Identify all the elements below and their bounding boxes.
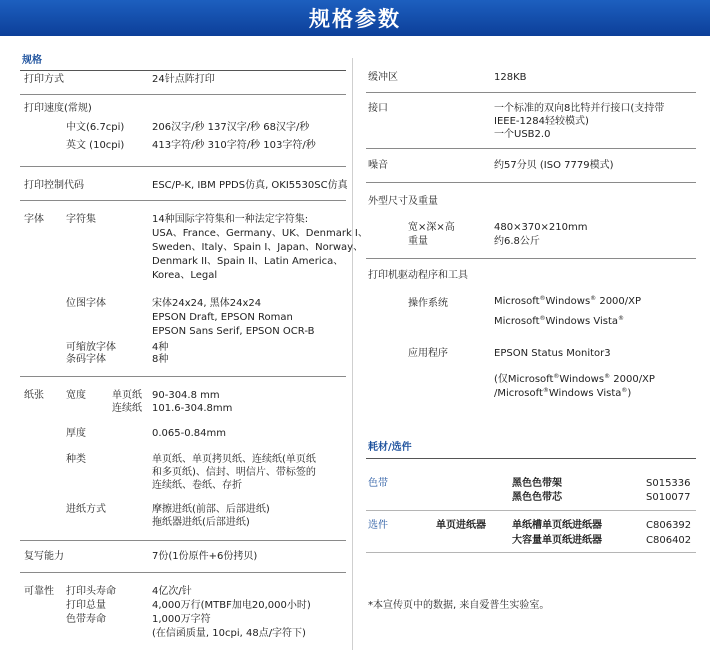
ribbon-life-label: 色带寿命: [66, 614, 106, 625]
paper-type-line: 连续纸、卷纸、存折: [152, 480, 242, 491]
header-banner: [0, 0, 710, 36]
app-note-1: (仅Microsoft®Windows® 2000/XP: [494, 373, 655, 385]
ribbon-item-name: 黑色色带架: [512, 478, 562, 489]
reliability-label: 可靠性: [24, 586, 54, 597]
ribbon-label: 色带: [368, 478, 388, 489]
app-note-2: /Microsoft®Windows Vista®): [494, 387, 632, 399]
interface-label: 接口: [368, 103, 388, 114]
size-value: 480×370×210mm: [494, 222, 588, 233]
consumables-title: 耗材/选件: [368, 442, 412, 453]
divider: [366, 458, 696, 459]
weight-label: 重量: [408, 236, 428, 247]
ribbon-life-note: (在信函质量, 10cpi, 48点/字符下): [152, 628, 306, 639]
charset-line: Sweden、Italy、Spain I、Japan、Norway、: [152, 242, 364, 253]
continuous-value: 101.6-304.8mm: [152, 403, 233, 414]
os-line-2: Microsoft®Windows Vista®: [494, 315, 624, 327]
charset-line: 14种国际字符集和一种法定字符集:: [152, 214, 309, 225]
print-speed-label: 打印速度(常规): [24, 103, 92, 114]
feed-method-line: 拖纸器进纸(后部进纸): [152, 517, 250, 528]
column-divider: [352, 58, 353, 650]
interface-line: IEEE-1284轻较模式): [494, 116, 589, 127]
head-life-label: 打印头寿命: [66, 586, 116, 597]
charset-label: 字符集: [66, 214, 96, 225]
speed-english-label: 英文 (10cpi): [66, 140, 125, 151]
total-volume-value: 4,000万行(MTBF加电20,000小时): [152, 600, 311, 611]
bitmap-font-line: EPSON Sans Serif, EPSON OCR-B: [152, 326, 315, 337]
thickness-label: 厚度: [66, 428, 86, 439]
option-item-name: 单纸槽单页纸进纸器: [512, 520, 602, 531]
print-method-label: 打印方式: [24, 74, 64, 85]
ribbon-item-code: S010077: [646, 492, 691, 503]
divider: [20, 94, 346, 95]
option-sub-label: 单页进纸器: [436, 520, 486, 531]
interface-line: 一个USB2.0: [494, 129, 551, 140]
os-line-1: Microsoft®Windows® 2000/XP: [494, 295, 642, 307]
buffer-label: 缓冲区: [368, 72, 398, 83]
ribbon-life-value: 1,000万字符: [152, 614, 211, 625]
control-code-value: ESC/P-K, IBM PPDS仿真, OKI5530SC仿真: [152, 180, 348, 191]
drivers-title: 打印机驱动程序和工具: [368, 270, 468, 281]
footnote: *本宣传页中的数据, 来自爱普生实验室。: [368, 600, 550, 611]
bitmap-font-label: 位图字体: [66, 298, 106, 309]
ribbon-item-code: S015336: [646, 478, 691, 489]
paper-type-line: 单页纸、单页拷贝纸、连续纸(单页纸: [152, 454, 316, 465]
os-label: 操作系统: [408, 298, 448, 309]
divider: [366, 552, 696, 553]
continuous-label: 连续纸: [112, 403, 142, 414]
barcode-font-value: 8种: [152, 354, 169, 365]
section-title: 规格: [22, 55, 42, 66]
size-label: 宽×深×高: [408, 222, 455, 233]
copy-capability-label: 复写能力: [24, 551, 64, 562]
noise-label: 噪音: [368, 160, 388, 171]
option-item-name: 大容量单页纸进纸器: [512, 535, 602, 546]
head-life-value: 4亿次/针: [152, 586, 192, 597]
charset-line: Korea、Legal: [152, 270, 218, 281]
divider: [366, 182, 696, 183]
divider: [366, 510, 696, 511]
divider: [20, 376, 346, 377]
scalable-font-value: 4种: [152, 342, 169, 353]
dimensions-title: 外型尺寸及重量: [368, 196, 438, 207]
paper-type-label: 种类: [66, 454, 86, 465]
total-volume-label: 打印总量: [66, 600, 106, 611]
page-title: 规格参数: [309, 7, 401, 31]
single-sheet-label: 单页纸: [112, 390, 142, 401]
paper-type-line: 和多页纸)、信封、明信片、带标签的: [152, 467, 316, 478]
paper-label: 纸张: [24, 390, 44, 401]
speed-chinese-value: 206汉字/秒 137汉字/秒 68汉字/秒: [152, 122, 310, 133]
print-method-value: 24针点阵打印: [152, 74, 215, 85]
single-sheet-value: 90-304.8 mm: [152, 390, 220, 401]
buffer-value: 128KB: [494, 72, 527, 83]
divider: [366, 92, 696, 93]
speed-english-value: 413字符/秒 310字符/秒 103字符/秒: [152, 140, 316, 151]
scalable-font-label: 可缩放字体: [66, 342, 116, 353]
divider: [20, 572, 346, 573]
charset-line: Denmark II、Spain II、Latin America、: [152, 256, 344, 267]
divider: [20, 70, 346, 71]
app-label: 应用程序: [408, 348, 448, 359]
divider: [20, 166, 346, 167]
option-item-code: C806402: [646, 535, 692, 546]
divider: [366, 148, 696, 149]
control-code-label: 打印控制代码: [24, 180, 84, 191]
divider: [20, 540, 346, 541]
option-item-code: C806392: [646, 520, 692, 531]
barcode-font-label: 条码字体: [66, 354, 106, 365]
speed-chinese-label: 中文(6.7cpi): [66, 122, 125, 133]
noise-value: 约57分贝 (ISO 7779模式): [494, 160, 614, 171]
thickness-value: 0.065-0.84mm: [152, 428, 226, 439]
font-label: 字体: [24, 214, 44, 225]
charset-line: USA、France、Germany、UK、Denmark I、: [152, 228, 368, 239]
divider: [20, 200, 346, 201]
weight-value: 约6.8公斤: [494, 236, 540, 247]
ribbon-item-name: 黑色色带芯: [512, 492, 562, 503]
bitmap-font-line: 宋体24x24, 黑体24x24: [152, 298, 262, 309]
feed-method-label: 进纸方式: [66, 504, 106, 515]
paper-width-label: 宽度: [66, 390, 86, 401]
divider: [366, 258, 696, 259]
option-label: 选件: [368, 520, 388, 531]
bitmap-font-line: EPSON Draft, EPSON Roman: [152, 312, 293, 323]
copy-capability-value: 7份(1份原件+6份拷贝): [152, 551, 258, 562]
feed-method-line: 摩擦进纸(前部、后部进纸): [152, 504, 270, 515]
interface-line: 一个标准的双向8比特并行接口(支持带: [494, 103, 665, 114]
app-value: EPSON Status Monitor3: [494, 348, 611, 359]
